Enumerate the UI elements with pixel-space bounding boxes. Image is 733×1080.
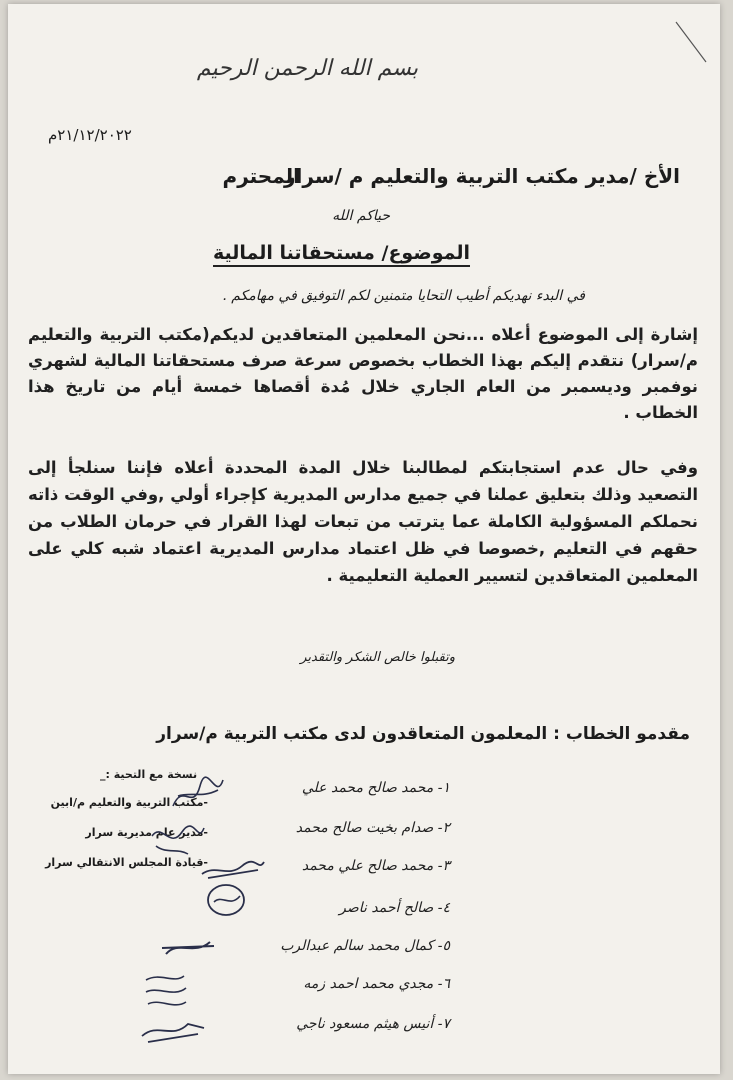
body-paragraph-1: إشارة إلى الموضوع أعلاه ...نحن المعلمين المتعاقدين لديكم(مكتب التربية والتعليم م/سرار) نتقدم إليكم بهذا الخطاب بخصوص سرعة صرف مستحقاتنا المالية لشهري نوفمبر وديسمبر من العام الجاري خلال مُدة أقصاها خمسة أيام من تاريخ هذا الخطاب . xyxy=(28,325,698,422)
respected-title: المحترم xyxy=(222,164,300,188)
submitters-line: مقدمو الخطاب : المعلمون المتعاقدون لدى مكتب التربية م/سرار xyxy=(156,724,690,744)
letter-date: ٢١/١٢/٢٠٢٢م xyxy=(48,126,132,144)
copies-item: -مكتب التربية والتعليم م/ابين xyxy=(50,796,208,809)
letter-page xyxy=(8,4,720,1074)
paper-crease-mark xyxy=(672,18,712,68)
signatory-row: ٥- كمال محمد سالم عبدالرب xyxy=(280,938,450,954)
signatory-row: ٣- محمد صالح علي محمد xyxy=(301,858,450,874)
copies-title: نسخة مع التحية :_ xyxy=(100,768,198,781)
body-paragraph-2: وفي حال عدم استجابتكم لمطالبنا خلال المدة المحددة أعلاه فإننا سنلجأ إلى التصعيد وذلك بتعليق عملنا في جميع مدارس المديرية كإجراء أولي ,وفي الوقت ذاته نحملكم المسؤولية الكاملة عما يترتب من تبعات لهذا القرار في حرمان الطلاب من حقهم في التعليم ,خصوصا في ظل اعتماد مدارس المديرية اعتماد شبه كلي على المعلمين المتعاقدين لتسيير العملية التعليمية . xyxy=(28,458,698,585)
basmala-header: بسم الله الرحمن الرحيم xyxy=(196,56,418,81)
signature-scribble xyxy=(204,880,248,920)
signatory-row: ٧- أنيس هيثم مسعود ناجي xyxy=(296,1016,450,1032)
closing-line: وتقبلوا خالص الشكر والتقدير xyxy=(300,650,455,665)
signatory-row: ٤- صالح أحمد ناصر xyxy=(339,900,450,916)
copies-item: -مدير عام مديرية سرار xyxy=(85,826,208,839)
signature-scribble xyxy=(158,934,218,960)
copies-item: -قيادة المجلس الانتقالي سرار xyxy=(45,856,208,869)
recipient-line: الأخ /مدير مكتب التربية والتعليم م /سرار xyxy=(284,164,680,188)
signatory-row: ٢- صدام بخيت صالح محمد xyxy=(295,820,450,836)
signature-scribble xyxy=(140,970,192,1014)
opening-line: في البدء نهديكم أطيب التحايا متمنين لكم التوفيق في مهامكم . xyxy=(222,288,585,304)
subject-line: الموضوع/ مستحقاتنا المالية xyxy=(213,242,470,267)
signature-scribble xyxy=(138,1014,208,1046)
signatory-row: ٦- مجدي محمد احمد زمه xyxy=(303,976,450,992)
signature-scribble xyxy=(168,772,228,816)
greeting-line: حياكم الله xyxy=(332,208,390,224)
signatory-row: ١- محمد صالح محمد علي xyxy=(301,780,450,796)
